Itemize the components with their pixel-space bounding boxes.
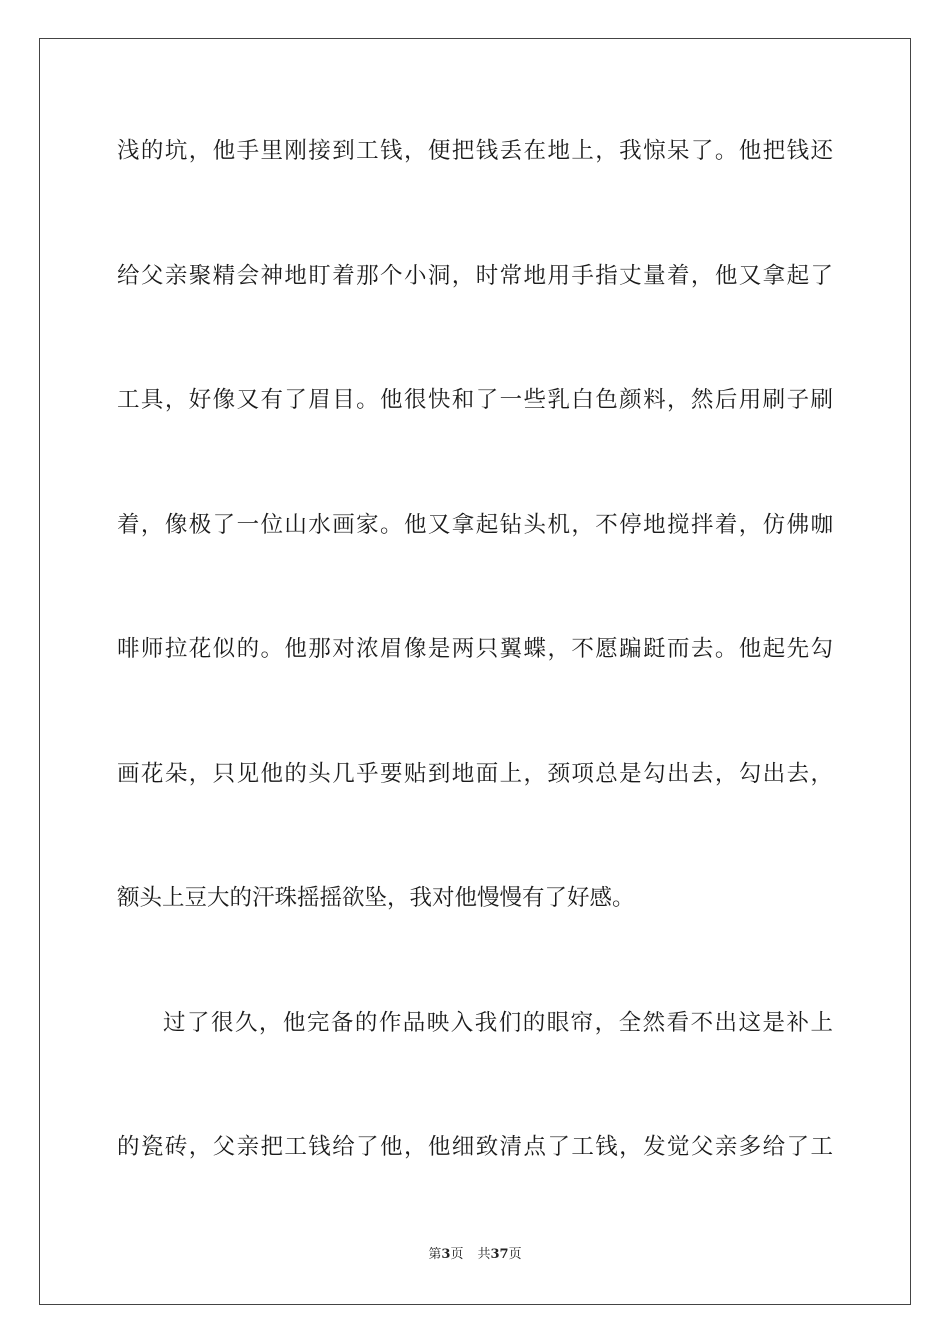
page-footer xyxy=(0,1246,950,1264)
paragraph-line-5: 啡师拉花似的。他那对浓眉像是两只翼蝶，不愿蹁跹而去。他起先勾 xyxy=(117,636,833,662)
paragraph-line-2: 给父亲聚精会神地盯着那个小洞，时常地用手指丈量着，他又拿起了 xyxy=(117,263,833,289)
page-prefix: 第 xyxy=(428,1247,442,1262)
paragraph-line-7: 额头上豆大的汗珠摇摇欲坠，我对他慢慢有了好感。 xyxy=(117,885,635,911)
page-suffix: 页 xyxy=(450,1247,464,1262)
paragraph-line-4: 着，像极了一位山水画家。他又拿起钻头机，不停地搅拌着，仿佛咖 xyxy=(117,512,833,538)
total-prefix: 共 xyxy=(477,1247,491,1262)
page-number: 3 xyxy=(441,1247,451,1262)
total-pages: 37 xyxy=(490,1247,509,1262)
paragraph-line-9: 的瓷砖，父亲把工钱给了他，他细致清点了工钱，发觉父亲多给了工 xyxy=(117,1134,833,1160)
page-border xyxy=(39,38,911,1305)
paragraph-line-3: 工具，好像又有了眉目。他很快和了一些乳白色颜料，然后用刷子刷 xyxy=(117,387,833,413)
paragraph-line-1: 浅的坑，他手里刚接到工钱，便把钱丢在地上，我惊呆了。他把钱还 xyxy=(117,138,833,164)
paragraph-line-6: 画花朵，只见他的头几乎要贴到地面上，颈项总是勾出去，勾出去， xyxy=(117,761,833,787)
paragraph-line-8: 过了很久，他完备的作品映入我们的眼帘，全然看不出这是补上 xyxy=(163,1010,833,1036)
total-suffix: 页 xyxy=(508,1247,522,1262)
